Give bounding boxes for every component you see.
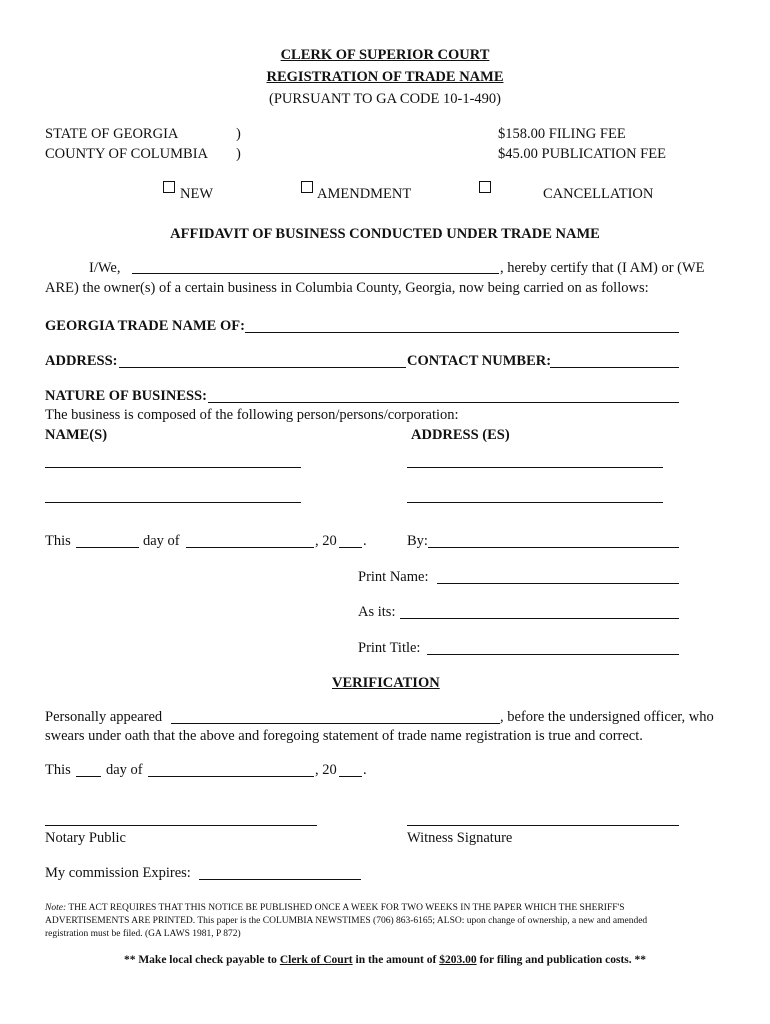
header-line-2: REGISTRATION OF TRADE NAME <box>266 69 504 85</box>
personally-line[interactable] <box>171 723 500 724</box>
footer-pre: ** Make local check payable to <box>123 954 277 966</box>
month-line[interactable] <box>186 547 314 548</box>
before-text: , before the undersigned officer, who <box>500 709 714 725</box>
year-line[interactable] <box>339 547 362 548</box>
swears-text: swears under oath that the above and foregoing statement of trade name registration is true and correct. <box>45 728 643 744</box>
day-line[interactable] <box>76 547 139 548</box>
print-title-line[interactable] <box>427 654 679 655</box>
verif-day-of: day of <box>106 762 143 778</box>
verif-period: . <box>363 762 367 778</box>
cancellation-label: CANCELLATION <box>543 186 654 202</box>
address-line-2[interactable] <box>407 502 663 503</box>
print-name-label: Print Name: <box>358 569 429 585</box>
contact-label: CONTACT NUMBER: <box>407 353 552 369</box>
county-label: COUNTY OF COLUMBIA <box>45 146 208 162</box>
footer-post: for filing and publication costs. ** <box>479 954 647 966</box>
footer-mid: in the amount of <box>355 954 437 966</box>
note <box>45 902 685 941</box>
verif-year-line[interactable] <box>339 776 362 777</box>
nature-line[interactable] <box>208 402 679 403</box>
print-title-label: Print Title: <box>358 640 421 656</box>
paren-1: ) <box>236 126 241 142</box>
address-label: ADDRESS: <box>45 353 118 369</box>
amendment-label: AMENDMENT <box>317 186 412 202</box>
verif-day-line[interactable] <box>76 776 101 777</box>
as-its-label: As its: <box>358 604 396 620</box>
iwe-label: I/We, <box>89 260 121 276</box>
this-label: This <box>45 533 71 549</box>
address-line-1[interactable] <box>407 467 663 468</box>
witness-label: Witness Signature <box>407 830 513 846</box>
by-label: By: <box>407 533 428 549</box>
trade-name-label: GEORGIA TRADE NAME OF: <box>45 318 245 334</box>
names-header: NAME(S) <box>45 427 108 443</box>
verification-title: VERIFICATION <box>332 675 440 691</box>
by-line[interactable] <box>428 547 679 548</box>
day-of-label: day of <box>143 533 180 549</box>
print-name-line[interactable] <box>437 583 679 584</box>
commission-line[interactable] <box>199 879 361 880</box>
period: . <box>363 533 367 549</box>
addresses-header: ADDRESS (ES) <box>411 427 510 443</box>
contact-line[interactable] <box>550 367 679 368</box>
address-line[interactable] <box>119 367 406 368</box>
publication-fee: $45.00 PUBLICATION FEE <box>498 146 666 162</box>
new-checkbox[interactable] <box>163 181 175 193</box>
verif-this-label: This <box>45 762 71 778</box>
affidavit-title: AFFIDAVIT OF BUSINESS CONDUCTED UNDER TRADE NAME <box>170 226 600 242</box>
affidavit-line-2: ARE) the owner(s) of a certain business in Columbia County, Georgia, now being carried on as follows: <box>45 280 649 296</box>
verif-year-prefix: , 20 <box>315 762 337 778</box>
header-line-3: (PURSUANT TO GA CODE 10-1-490) <box>268 91 501 107</box>
note-label: Note: <box>45 903 67 913</box>
name-line-1[interactable] <box>45 467 301 468</box>
paren-2: ) <box>236 146 241 162</box>
owner-name-line[interactable] <box>132 273 499 274</box>
notary-label: Notary Public <box>45 830 126 846</box>
trade-name-line[interactable] <box>245 332 679 333</box>
filing-fee: $158.00 FILING FEE <box>498 126 626 142</box>
cancellation-checkbox[interactable] <box>479 181 491 193</box>
personally-label: Personally appeared <box>45 709 163 725</box>
note-text: THE ACT REQUIRES THAT THIS NOTICE BE PUBLISHED ONCE A WEEK FOR TWO WEEKS IN THE PAPER WHICH THE SHERIFF'S ADVERTISEMENTS ARE PRINTED. This paper is the COLUMBIA NEWSTIMES (706) 863-6165; ALSO: upon change of ownership, a new and amended registration must be filed. (GA LAWS 1981, P 872) <box>45 903 648 939</box>
verif-month-line[interactable] <box>148 776 314 777</box>
header-line-1: CLERK OF SUPERIOR COURT <box>280 47 490 63</box>
state-label: STATE OF GEORGIA <box>45 126 179 142</box>
certify-text: , hereby certify that (I AM) or (WE <box>500 260 705 276</box>
notary-signature-line[interactable] <box>45 825 317 826</box>
composed-text: The business is composed of the following person/persons/corporation: <box>45 407 459 423</box>
new-label: NEW <box>180 186 214 202</box>
commission-label: My commission Expires: <box>45 865 191 881</box>
payment-instructions <box>0 954 770 966</box>
name-line-2[interactable] <box>45 502 301 503</box>
nature-label: NATURE OF BUSINESS: <box>45 388 207 404</box>
footer-clerk: Clerk of Court <box>279 954 353 966</box>
footer-amount: $203.00 <box>439 954 477 966</box>
year-prefix: , 20 <box>315 533 337 549</box>
as-its-line[interactable] <box>400 618 679 619</box>
amendment-checkbox[interactable] <box>301 181 313 193</box>
witness-signature-line[interactable] <box>407 825 679 826</box>
